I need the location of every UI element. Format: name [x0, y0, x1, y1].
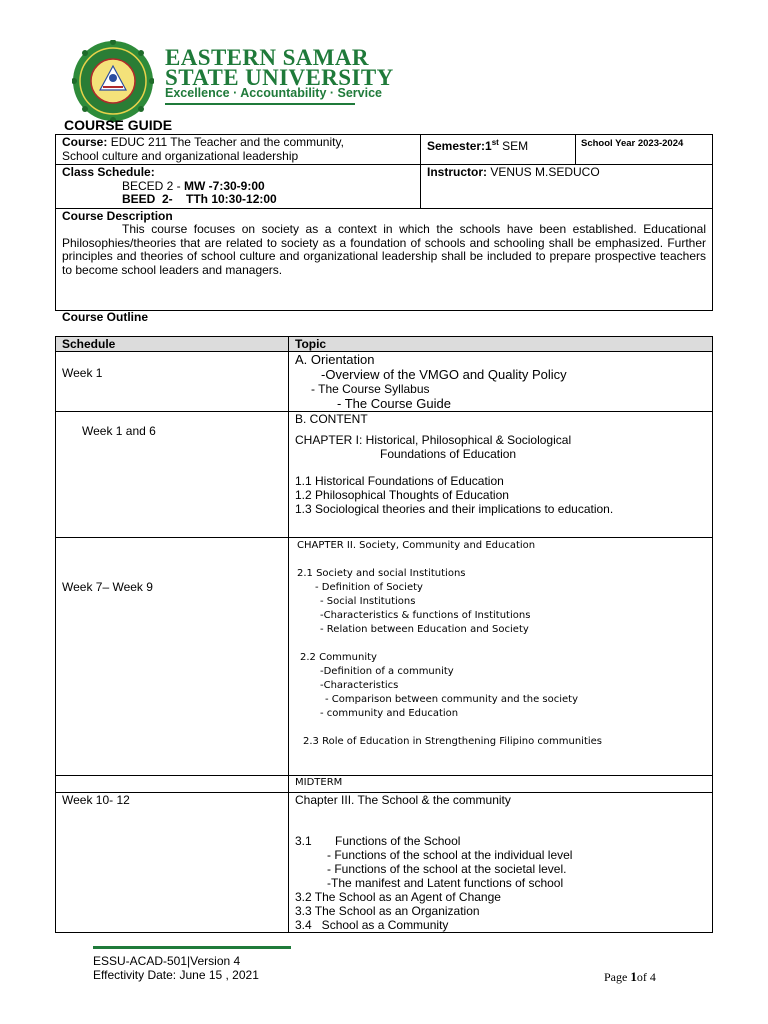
- page-current: 1: [630, 969, 637, 984]
- topic-line: -The manifest and Latent functions of school: [327, 876, 564, 890]
- topic-cell: [289, 793, 713, 933]
- school-year-cell: [576, 135, 713, 165]
- effectivity-date: Effectivity Date: June 15 , 2021: [93, 968, 259, 982]
- topic-cell: MIDTERM: [289, 776, 713, 793]
- university-name-line1: EASTERN SAMAR: [165, 45, 369, 70]
- column-header-topic: Topic: [289, 337, 713, 352]
- description-label: Course Description: [62, 208, 173, 223]
- topic-line: CHAPTER I: Historical, Philosophical & Sociological: [295, 433, 572, 447]
- topic-line: -Overview of the VMGO and Quality Policy: [321, 367, 567, 382]
- topic-line: 2.2 Community: [300, 652, 377, 663]
- topic-line: 2.1 Society and social Institutions: [297, 568, 466, 579]
- topic-line: - The Course Guide: [337, 396, 451, 411]
- schedule-line1: [62, 180, 414, 194]
- page-suffix: of 4: [636, 970, 656, 984]
- topic-line: -Characteristics: [320, 680, 399, 691]
- course-title-line2: School culture and organizational leadership: [62, 148, 299, 163]
- outline-row-week10-12: [56, 793, 713, 933]
- topic-line: 3.1 Functions of the School: [295, 834, 461, 848]
- course-outline-table: [55, 336, 713, 933]
- document-title: COURSE GUIDE: [64, 117, 173, 133]
- schedule-line1-time: MW -7:30-9:00: [184, 178, 265, 193]
- topic-line: - Definition of Society: [315, 582, 423, 593]
- school-year: School Year 2023-2024: [581, 138, 684, 149]
- schedule-cell: [56, 776, 289, 793]
- schedule-cell: Week 10- 12: [56, 793, 289, 933]
- outline-row-week7-9: [56, 538, 713, 776]
- semester-superscript: st: [491, 138, 499, 147]
- schedule-line2: BEED 2- TTh 10:30-12:00: [122, 192, 277, 206]
- topic-line: 1.1 Historical Foundations of Education: [295, 474, 504, 488]
- university-seal-logo: [72, 40, 154, 122]
- footer-divider: [93, 946, 291, 949]
- university-tagline: Excellence · Accountability · Service: [165, 86, 382, 100]
- university-name-line2: STATE UNIVERSITY: [165, 65, 394, 90]
- topic-line: A. Orientation: [295, 352, 375, 367]
- topic-line: 1.2 Philosophical Thoughts of Education: [295, 488, 509, 502]
- topic-line: - Functions of the school at the societal level.: [327, 862, 567, 876]
- semester-value: SEM: [498, 139, 529, 153]
- schedule-label: Class Schedule:: [62, 165, 155, 179]
- description-text: This course focuses on society as a context in which the schools have been established. Educational Philosophies/theories that are related to society as a foundation of schools and schooling shall be emphasized. Further principles and theories of school culture and organizational leadership shall be included to prepare prospective teachers to become school leaders and managers.: [62, 222, 706, 277]
- column-header-schedule: Schedule: [56, 337, 289, 352]
- topic-line: - Functions of the school at the individual level: [327, 848, 573, 862]
- course-info-table: [55, 134, 713, 311]
- schedule-cell: Week 1: [56, 352, 289, 412]
- topic-cell: [289, 538, 713, 776]
- outline-row-midterm: [56, 776, 713, 793]
- topic-line: 3.2 The School as an Agent of Change: [295, 890, 501, 904]
- topic-line: Chapter III. The School & the community: [295, 793, 511, 807]
- instructor-cell: [421, 165, 713, 209]
- topic-line: - Social Institutions: [320, 596, 416, 607]
- topic-line: -Definition of a community: [320, 666, 454, 677]
- header-divider: [165, 103, 355, 105]
- topic-line: 2.3 Role of Education in Strengthening Filipino communities: [303, 736, 603, 747]
- topic-line: B. CONTENT: [295, 412, 368, 426]
- semester-label: Semester:1: [427, 139, 492, 153]
- course-label: Course:: [62, 135, 108, 149]
- schedule-cell: Week 1 and 6: [56, 412, 289, 538]
- topic-line: - The Course Syllabus: [311, 382, 430, 396]
- topic-line: -Characteristics & functions of Institutions: [320, 610, 531, 621]
- topic-line: - community and Education: [320, 708, 459, 719]
- instructor-name: VENUS M.SEDUCO: [487, 165, 600, 179]
- topic-line: - Comparison between community and the society: [325, 694, 579, 705]
- topic-line: - Relation between Education and Society: [320, 624, 529, 635]
- page-number: [604, 969, 656, 985]
- semester-cell: [421, 135, 576, 165]
- topic-cell: [289, 352, 713, 412]
- outline-row-week1: [56, 352, 713, 412]
- topic-cell: [289, 412, 713, 538]
- page-prefix: Page: [604, 970, 631, 984]
- university-name: [165, 45, 394, 90]
- course-cell: [56, 135, 421, 165]
- course-outline-title: Course Outline: [62, 310, 149, 324]
- document-code: ESSU-ACAD-501|Version 4: [93, 954, 241, 968]
- topic-line: 1.3 Sociological theories and their implications to education.: [295, 502, 614, 516]
- topic-line: CHAPTER II. Society, Community and Education: [297, 540, 536, 551]
- topic-line: Foundations of Education: [380, 447, 517, 461]
- topic-line: 3.3 The School as an Organization: [295, 904, 480, 918]
- instructor-label: Instructor:: [427, 165, 487, 179]
- description-cell: [56, 208, 713, 310]
- schedule-cell: [56, 165, 421, 209]
- schedule-line1-section: BECED 2 -: [122, 178, 185, 193]
- outline-row-week1-6: [56, 412, 713, 538]
- schedule-cell: Week 7– Week 9: [56, 538, 289, 776]
- topic-line: 3.4 School as a Community: [295, 918, 449, 932]
- course-title-line1: EDUC 211 The Teacher and the community,: [110, 135, 344, 149]
